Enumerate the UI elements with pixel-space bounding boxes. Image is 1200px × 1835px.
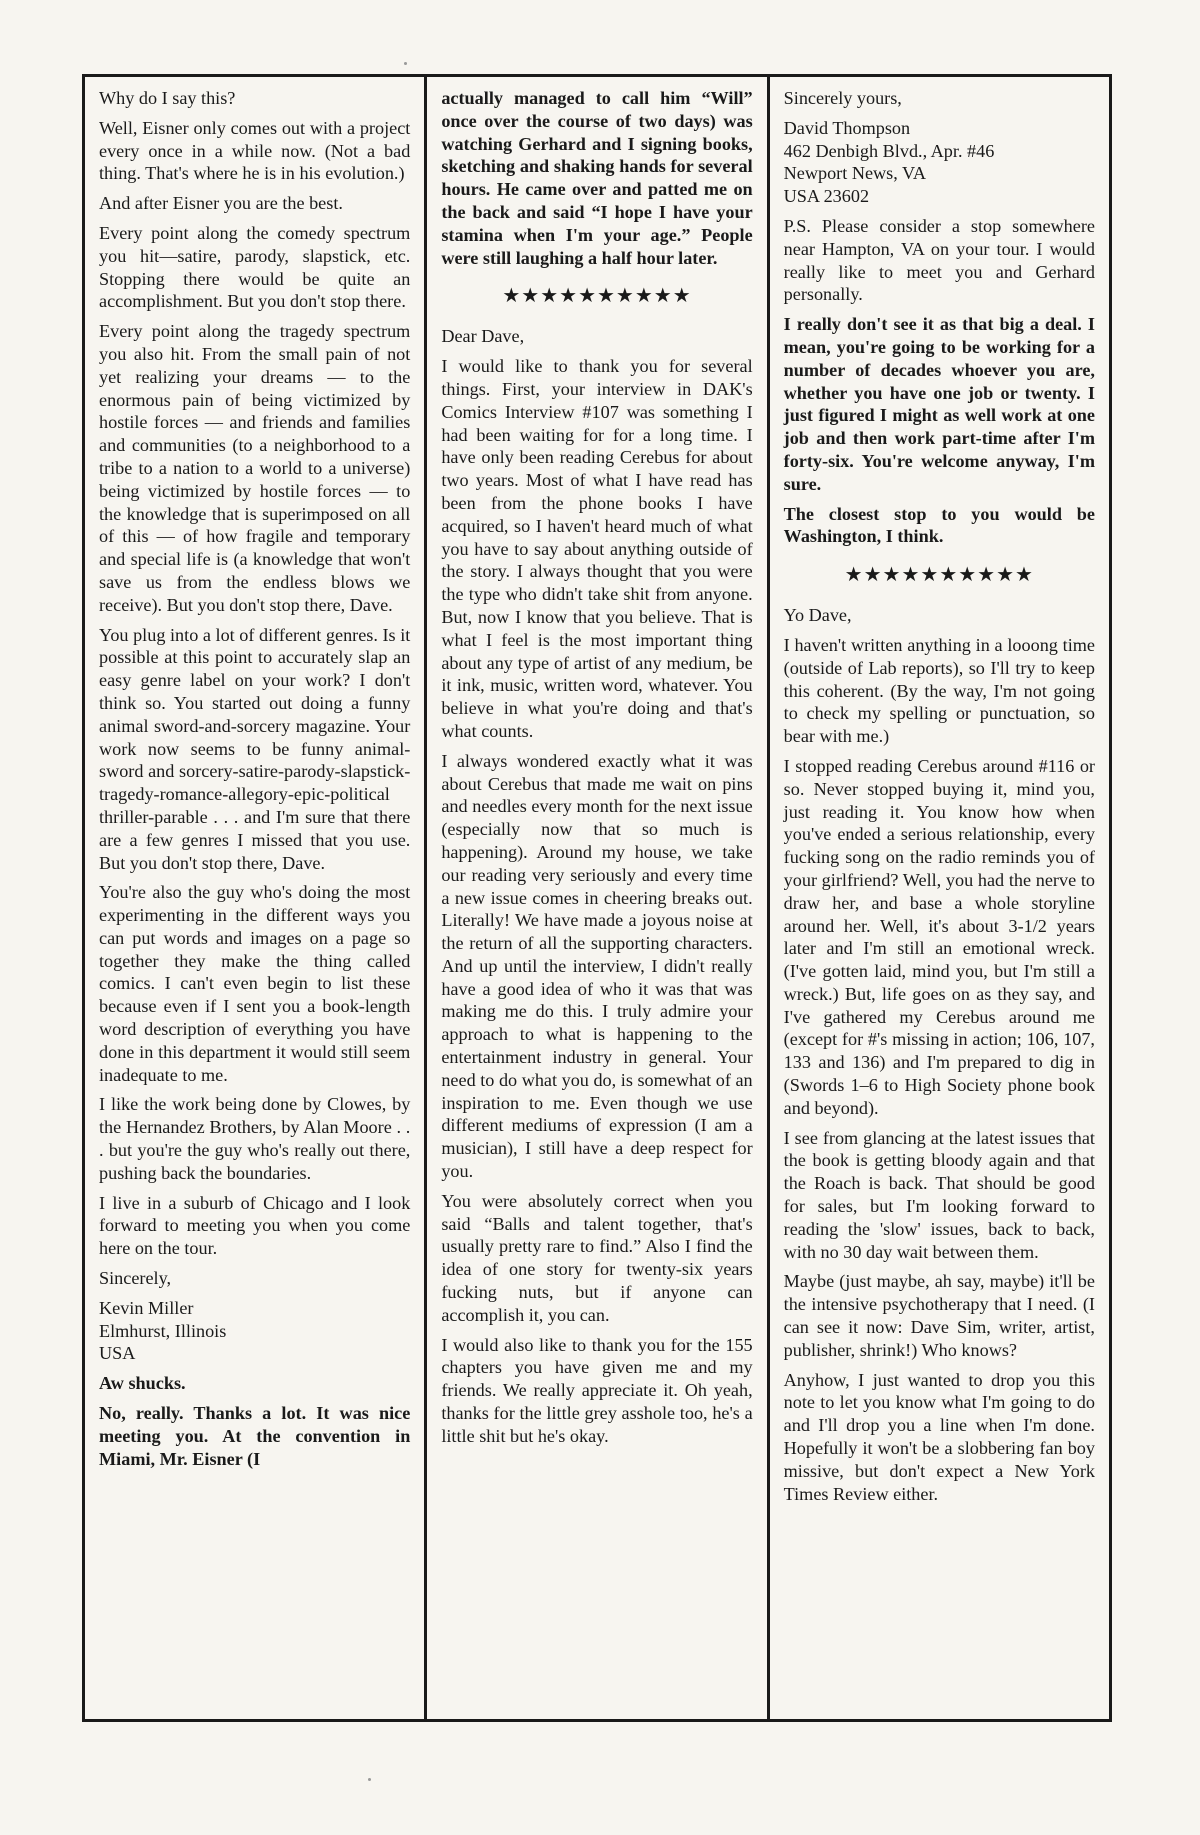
letter-paragraph: Every point along the comedy spectrum you hit—satire, parody, slapstick, etc. Stopping there would be quite an accomplishment. But you don't stop there. bbox=[99, 222, 411, 312]
letter-signature-country: USA bbox=[99, 1343, 136, 1364]
letter-closing: Sincerely, bbox=[99, 1268, 172, 1289]
editor-reply: I really don't see it as that big a deal. I mean, you're going to be working for a number of decades whoever you are, whether you have one job or twenty. I just figured I might as well work at one job and then work part-time after I'm forty-six. You're welcome anyway, I'm sure. bbox=[783, 314, 1095, 494]
letter-paragraph: I live in a suburb of Chicago and I look forward to meeting you when you come here on the tour. bbox=[99, 1192, 411, 1259]
letter-paragraph: You were absolutely correct when you said “Balls and talent together, that's usually pretty rare to find.” Also I find the idea of one story for twenty-six years fucking nuts, but if anyone can accomplish it, you can. bbox=[441, 1190, 753, 1325]
letter-paragraph: Every point along the tragedy spectrum you also hit. From the small pain of not yet realizing your dreams — to the enormous pain of being victimized by hostile forces — and friends and families and communities (to a neighborhood to a tribe to a nation to a world to a universe) being victimized by hostile forces — to the knowledge that is superimposed on all of this — of how fragile and temporary and special life is (a knowledge that won't save us from the endless blows we receive). But you don't stop there, Dave. bbox=[99, 321, 411, 615]
letter-paragraph: Maybe (just maybe, ah say, maybe) it'll be the intensive psychotherapy that I need. (I can see it now: Dave Sim, writer, artist, publisher, shrink!) Who knows? bbox=[783, 1271, 1095, 1360]
letters-page bbox=[82, 74, 1112, 1722]
letter-signature-name: Kevin Miller bbox=[99, 1297, 194, 1318]
editor-reply: No, really. Thanks a lot. It was nice meeting you. At the convention in Miami, Mr. Eisner (I bbox=[99, 1403, 411, 1469]
star-divider: ★★★★★★★★★★ bbox=[844, 562, 1034, 587]
letter-salutation: Yo Dave, bbox=[783, 605, 852, 626]
letter-paragraph: Well, Eisner only comes out with a project every once in a while now. (Not a bad thing. That's where he is in his evolution.) bbox=[99, 117, 411, 184]
column-right bbox=[767, 77, 1109, 1719]
editor-reply: The closest stop to you would be Washington, I think. bbox=[783, 503, 1095, 547]
star-divider: ★★★★★★★★★★ bbox=[502, 283, 692, 308]
letter-paragraph: Why do I say this? bbox=[99, 88, 236, 108]
letter-paragraph: I stopped reading Cerebus around #116 or so. Never stopped buying it, mind you, just reading it. You know how when you've ended a serious relationship, every fucking song on the radio reminds you of your girlfriend? Well, you had the nerve to draw her, and base a whole storyline around her. Well, it's about 3-1/2 years later and I'm still an emotional wreck. (I've gotten laid, mind you, but I'm still a wreck.) But, life goes on as they say, and I've gathered my Cerebus around me (except for #'s missing in action; 106, 107, 133 and 136) and I'm prepared to dig in (Swords 1–6 to High Society phone book and beyond). bbox=[783, 755, 1095, 1118]
letter-paragraph: I see from glancing at the latest issues that the book is getting bloody again and that the Roach is back. That should be good for sales, but I'm looking forward to reading the 'slow' issues, back to back, with no 30 day wait between them. bbox=[783, 1127, 1095, 1262]
letter-address-line: 462 Denbigh Blvd., Apr. #46 bbox=[783, 140, 995, 161]
letter-paragraph: You plug into a lot of different genres. Is it possible at this point to accurately slap an easy genre label on your work? I don't think so. You started out doing a funny animal sword-and-sorcery magazine. Your work now seems to be funny animal-sword and sorcery-satire-parody-slapstick-tragedy-romance-allegory-epic-political thriller-parable . . . and I'm sure that there are a few genres I missed that you use. But you don't stop there, Dave. bbox=[99, 624, 411, 873]
editor-reply: actually managed to call him “Will” once over the course of two days) was watching Gerhard and I signing books, sketching and shaking hands for several hours. He came over and patted me on the back and said “I hope I have your stamina when I'm your age.” People were still laughing a half hour later. bbox=[441, 88, 753, 268]
letter-postscript: P.S. Please consider a stop somewhere near Hampton, VA on your tour. I would really like to meet you and Gerhard personally. bbox=[783, 215, 1095, 305]
letter-paragraph: I haven't written anything in a looong time (outside of Lab reports), so I'll try to keep this coherent. (By the way, I'm not going to check my spelling or punctuation, so bear with me.) bbox=[783, 634, 1095, 747]
letter-salutation: Dear Dave, bbox=[441, 326, 525, 347]
letter-address-line: USA 23602 bbox=[783, 186, 870, 207]
column-left bbox=[85, 77, 424, 1719]
letter-signature-city: Elmhurst, Illinois bbox=[99, 1320, 227, 1341]
column-middle bbox=[424, 77, 766, 1719]
letter-paragraph: I would like to thank you for several things. First, your interview in DAK's Comics Interview #107 was something I had been waiting for for a long time. I have only been reading Cerebus for about two years. Most of what I have read has been from the phone books I have acquired, so I haven't heard much of what you have to say about anything outside of the story. I always thought that you were the type who didn't take shit from anyone. But, now I know that you believe. That is what I feel is the most important thing about any type of artist of any medium, be it ink, music, written word, whatever. You believe in what you're doing and that's what counts. bbox=[441, 356, 753, 741]
print-speck bbox=[368, 1778, 371, 1781]
print-speck bbox=[404, 62, 407, 65]
letter-address-line: Newport News, VA bbox=[783, 163, 926, 184]
letter-paragraph: I would also like to thank you for the 155 chapters you have given me and my friends. We really appreciate it. Oh yeah, thanks for the little grey asshole too, he's a little shit but he's okay. bbox=[441, 1334, 753, 1446]
letter-paragraph: I always wondered exactly what it was about Cerebus that made me wait on pins and needles every month for the next issue (especially now that so much is happening). Around my house, we take our reading very seriously and every time a new issue comes in cheering breaks out. Literally! We have made a joyous noise at the return of all the supporting characters. And up until the interview, I didn't really have a good idea of who it was that was making me do this. I truly admire your approach to what is happening to the entertainment industry in general. Your need to do what you do, is somewhat of an inspiration to me. Even though we use different mediums of expression (I am a musician), I still have a deep respect for you. bbox=[441, 750, 753, 1182]
letter-closing: Sincerely yours, bbox=[783, 88, 902, 108]
letter-paragraph: You're also the guy who's doing the most experimenting in the different ways you can put words and images on a page so together they make the thing called comics. I can't even begin to list these because even if I sent you a book-length word description of everything you have done in this department it would still seem inadequate to me. bbox=[99, 882, 411, 1085]
letter-paragraph: Anyhow, I just wanted to drop you this note to let you know what I'm going to do and I'll drop you a line when I'm done. Hopefully it won't be a slobbering fan boy missive, but don't expect a New York Times Review either. bbox=[783, 1369, 1095, 1504]
letter-paragraph: And after Eisner you are the best. bbox=[99, 193, 343, 214]
letter-signature-name: David Thompson bbox=[783, 117, 911, 138]
editor-reply: Aw shucks. bbox=[99, 1373, 186, 1394]
letter-paragraph: I like the work being done by Clowes, by the Hernandez Brothers, by Alan Moore . . . but you're the guy who's really out there, pushing back the boundaries. bbox=[99, 1094, 411, 1183]
